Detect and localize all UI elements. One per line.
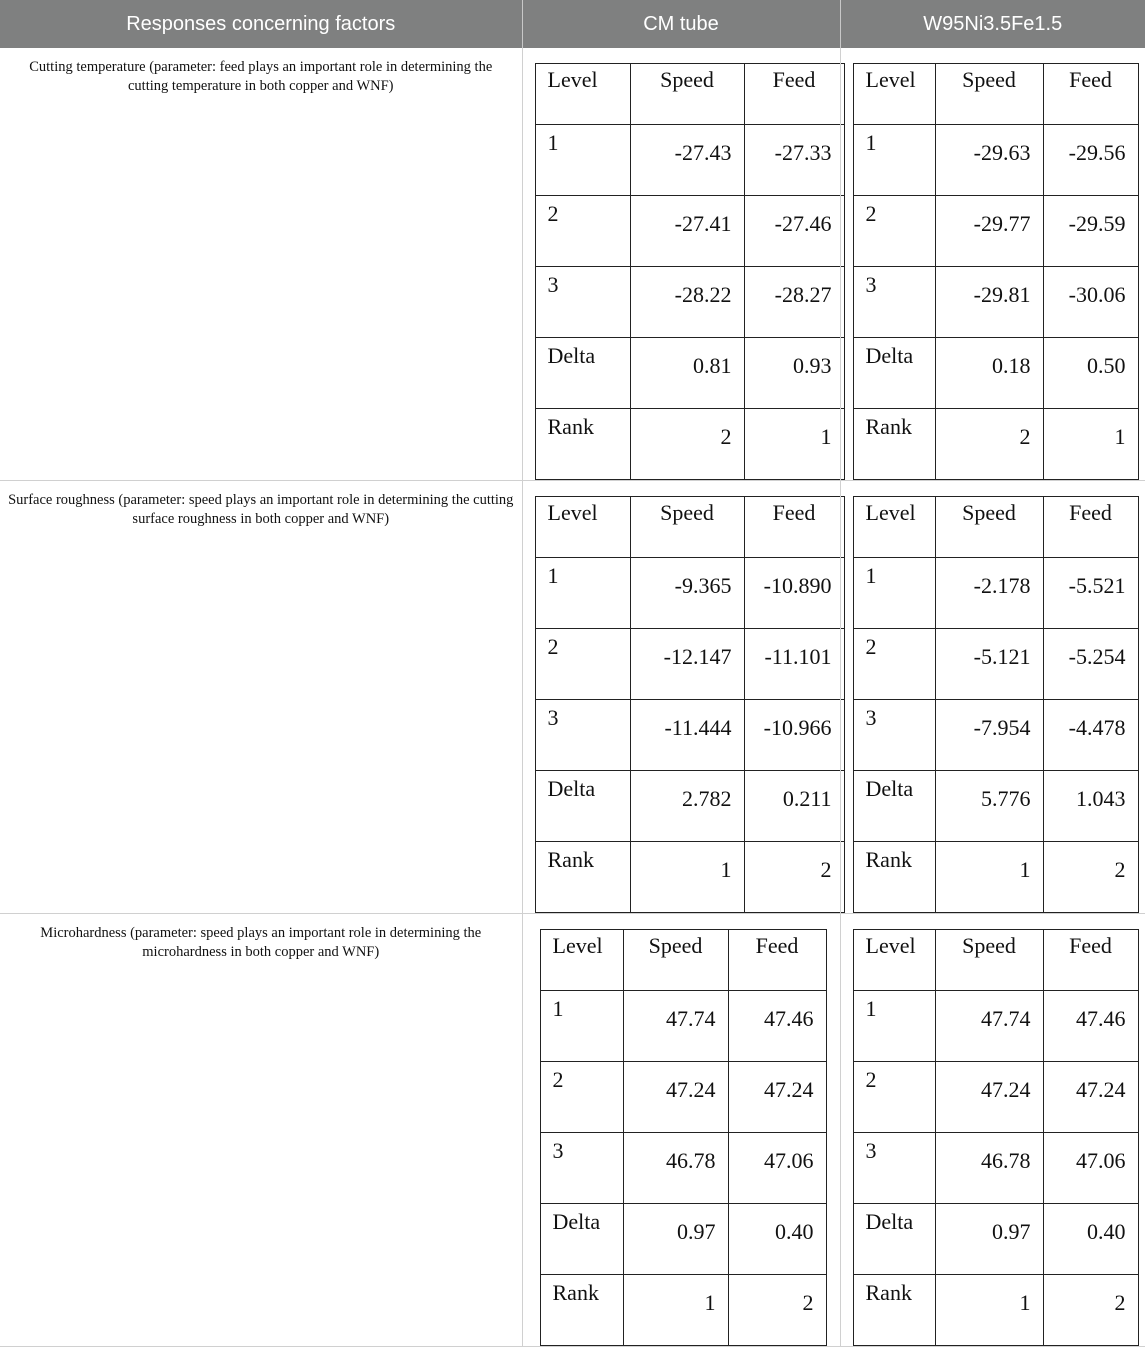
feed-cell: 47.06 <box>728 1133 826 1204</box>
header-responses: Responses concerning factors <box>0 0 522 48</box>
level-cell: 1 <box>540 991 623 1062</box>
speed-cell: -11.444 <box>630 700 744 771</box>
level-cell: 3 <box>853 700 935 771</box>
level-cell: 2 <box>540 1062 623 1133</box>
feed-cell: 1 <box>744 409 844 480</box>
table-row <box>853 1062 1138 1133</box>
speed-cell: 0.97 <box>935 1204 1043 1275</box>
speed-cell: 47.24 <box>623 1062 728 1133</box>
feed-cell: 0.211 <box>744 771 844 842</box>
feed-cell: -10.966 <box>744 700 844 771</box>
response-description-cell <box>0 48 522 481</box>
cm-tube-table <box>540 929 827 1346</box>
level-cell: Rank <box>540 1275 623 1346</box>
speed-cell: 47.74 <box>935 991 1043 1062</box>
level-header: Level <box>535 497 630 558</box>
feed-cell: 0.93 <box>744 338 844 409</box>
feed-cell: 2 <box>744 842 844 913</box>
table-row <box>535 338 844 409</box>
level-cell: Rank <box>853 842 935 913</box>
table-row <box>535 629 844 700</box>
table-row <box>540 1062 826 1133</box>
feed-cell: 47.24 <box>1043 1062 1138 1133</box>
feed-cell: 47.46 <box>1043 991 1138 1062</box>
header-w95ni: W95Ni3.5Fe1.5 <box>840 0 1145 48</box>
response-description-cell <box>0 481 522 914</box>
feed-cell: -5.521 <box>1043 558 1138 629</box>
level-cell: Rank <box>853 409 935 480</box>
table-row <box>853 267 1138 338</box>
inner-header-row <box>853 497 1138 558</box>
table-row <box>535 196 844 267</box>
table-row <box>535 267 844 338</box>
speed-header: Speed <box>623 930 728 991</box>
feed-cell: -29.59 <box>1043 196 1138 267</box>
level-cell: 2 <box>853 196 935 267</box>
inner-header-row <box>540 930 826 991</box>
speed-cell: 46.78 <box>935 1133 1043 1204</box>
feed-cell: 0.40 <box>728 1204 826 1275</box>
table-row <box>853 1133 1138 1204</box>
table-row <box>540 991 826 1062</box>
level-cell: 3 <box>540 1133 623 1204</box>
table-row <box>853 629 1138 700</box>
w95ni-cell <box>840 48 1145 481</box>
feed-cell: 47.24 <box>728 1062 826 1133</box>
level-header: Level <box>535 64 630 125</box>
speed-cell: 46.78 <box>623 1133 728 1204</box>
speed-cell: -27.41 <box>630 196 744 267</box>
table-row <box>853 125 1138 196</box>
cm-tube-cell <box>522 914 840 1347</box>
table-row <box>535 125 844 196</box>
feed-cell: -29.56 <box>1043 125 1138 196</box>
speed-cell: 1 <box>630 842 744 913</box>
cm-tube-table <box>535 496 845 913</box>
level-cell: 1 <box>535 558 630 629</box>
level-cell: Rank <box>535 409 630 480</box>
level-header: Level <box>853 930 935 991</box>
inner-header-row <box>535 497 844 558</box>
speed-cell: -9.365 <box>630 558 744 629</box>
speed-cell: 0.18 <box>935 338 1043 409</box>
feed-cell: 47.46 <box>728 991 826 1062</box>
speed-cell: 1 <box>623 1275 728 1346</box>
speed-cell: 1 <box>935 1275 1043 1346</box>
table-row <box>853 842 1138 913</box>
table-row <box>535 700 844 771</box>
speed-header: Speed <box>935 930 1043 991</box>
level-cell: 2 <box>853 629 935 700</box>
cm-tube-cell <box>522 48 840 481</box>
cm-tube-table <box>535 63 845 480</box>
speed-header: Speed <box>630 64 744 125</box>
feed-cell: 0.50 <box>1043 338 1138 409</box>
speed-cell: 0.81 <box>630 338 744 409</box>
inner-header-row <box>853 64 1138 125</box>
table-row <box>540 1133 826 1204</box>
inner-header-row <box>853 930 1138 991</box>
header-cm-tube: CM tube <box>522 0 840 48</box>
level-cell: 2 <box>853 1062 935 1133</box>
level-cell: 1 <box>853 558 935 629</box>
speed-cell: 2 <box>935 409 1043 480</box>
level-cell: Delta <box>853 338 935 409</box>
speed-cell: -29.81 <box>935 267 1043 338</box>
level-cell: 2 <box>535 629 630 700</box>
level-cell: 1 <box>853 991 935 1062</box>
level-cell: 3 <box>535 267 630 338</box>
table-row <box>535 409 844 480</box>
level-cell: Delta <box>853 771 935 842</box>
table-row <box>853 771 1138 842</box>
response-row <box>0 481 1145 914</box>
feed-cell: -30.06 <box>1043 267 1138 338</box>
feed-cell: -10.890 <box>744 558 844 629</box>
level-header: Level <box>853 64 935 125</box>
feed-cell: 1 <box>1043 409 1138 480</box>
speed-cell: -5.121 <box>935 629 1043 700</box>
response-row <box>0 914 1145 1347</box>
feed-cell: 1.043 <box>1043 771 1138 842</box>
table-row <box>540 1275 826 1346</box>
speed-cell: -28.22 <box>630 267 744 338</box>
feed-cell: 2 <box>728 1275 826 1346</box>
speed-cell: 1 <box>935 842 1043 913</box>
level-cell: Delta <box>853 1204 935 1275</box>
level-cell: 3 <box>853 267 935 338</box>
feed-cell: -28.27 <box>744 267 844 338</box>
feed-header: Feed <box>744 64 844 125</box>
level-cell: Rank <box>535 842 630 913</box>
inner-header-row <box>535 64 844 125</box>
table-row <box>535 842 844 913</box>
level-cell: Delta <box>535 338 630 409</box>
speed-header: Speed <box>630 497 744 558</box>
feed-cell: 47.06 <box>1043 1133 1138 1204</box>
level-cell: 3 <box>853 1133 935 1204</box>
feed-cell: -4.478 <box>1043 700 1138 771</box>
feed-header: Feed <box>728 930 826 991</box>
level-cell: 3 <box>535 700 630 771</box>
feed-cell: 2 <box>1043 1275 1138 1346</box>
level-cell: 1 <box>853 125 935 196</box>
speed-cell: -29.77 <box>935 196 1043 267</box>
w95ni-table <box>853 929 1139 1346</box>
speed-cell: -2.178 <box>935 558 1043 629</box>
speed-cell: 5.776 <box>935 771 1043 842</box>
level-cell: Delta <box>540 1204 623 1275</box>
level-cell: Delta <box>535 771 630 842</box>
table-row <box>535 771 844 842</box>
table-row <box>853 1275 1138 1346</box>
table-row <box>853 1204 1138 1275</box>
speed-cell: 47.74 <box>623 991 728 1062</box>
cm-tube-cell <box>522 481 840 914</box>
header-row <box>0 0 1145 48</box>
speed-cell: 47.24 <box>935 1062 1043 1133</box>
speed-cell: 2.782 <box>630 771 744 842</box>
response-description: Microhardness (parameter: speed plays an important role in determining the microhardness in both copper and WNF) <box>40 925 482 960</box>
response-description: Surface roughness (parameter: speed plays an important role in determining the cutting surface roughness in both copper and WNF) <box>8 492 514 527</box>
w95ni-cell <box>840 914 1145 1347</box>
table-row <box>853 409 1138 480</box>
speed-cell: -7.954 <box>935 700 1043 771</box>
feed-cell: 2 <box>1043 842 1138 913</box>
speed-cell: -29.63 <box>935 125 1043 196</box>
table-row <box>853 338 1138 409</box>
speed-cell: 0.97 <box>623 1204 728 1275</box>
speed-cell: 2 <box>630 409 744 480</box>
feed-cell: 0.40 <box>1043 1204 1138 1275</box>
level-header: Level <box>853 497 935 558</box>
level-cell: Rank <box>853 1275 935 1346</box>
table-row <box>853 991 1138 1062</box>
feed-header: Feed <box>744 497 844 558</box>
table-row <box>853 196 1138 267</box>
table-row <box>535 558 844 629</box>
speed-header: Speed <box>935 497 1043 558</box>
feed-header: Feed <box>1043 930 1138 991</box>
level-cell: 2 <box>535 196 630 267</box>
feed-cell: -27.46 <box>744 196 844 267</box>
feed-cell: -5.254 <box>1043 629 1138 700</box>
response-row <box>0 48 1145 481</box>
response-description-cell <box>0 914 522 1347</box>
table-row <box>540 1204 826 1275</box>
speed-cell: -12.147 <box>630 629 744 700</box>
level-header: Level <box>540 930 623 991</box>
speed-cell: -27.43 <box>630 125 744 196</box>
feed-cell: -27.33 <box>744 125 844 196</box>
feed-cell: -11.101 <box>744 629 844 700</box>
feed-header: Feed <box>1043 497 1138 558</box>
speed-header: Speed <box>935 64 1043 125</box>
level-cell: 1 <box>535 125 630 196</box>
table-row <box>853 700 1138 771</box>
w95ni-table <box>853 63 1139 480</box>
w95ni-table <box>853 496 1139 913</box>
w95ni-cell <box>840 481 1145 914</box>
feed-header: Feed <box>1043 64 1138 125</box>
response-description: Cutting temperature (parameter: feed plays an important role in determining the cutting temperature in both copper and WNF) <box>29 59 493 94</box>
table-row <box>853 558 1138 629</box>
